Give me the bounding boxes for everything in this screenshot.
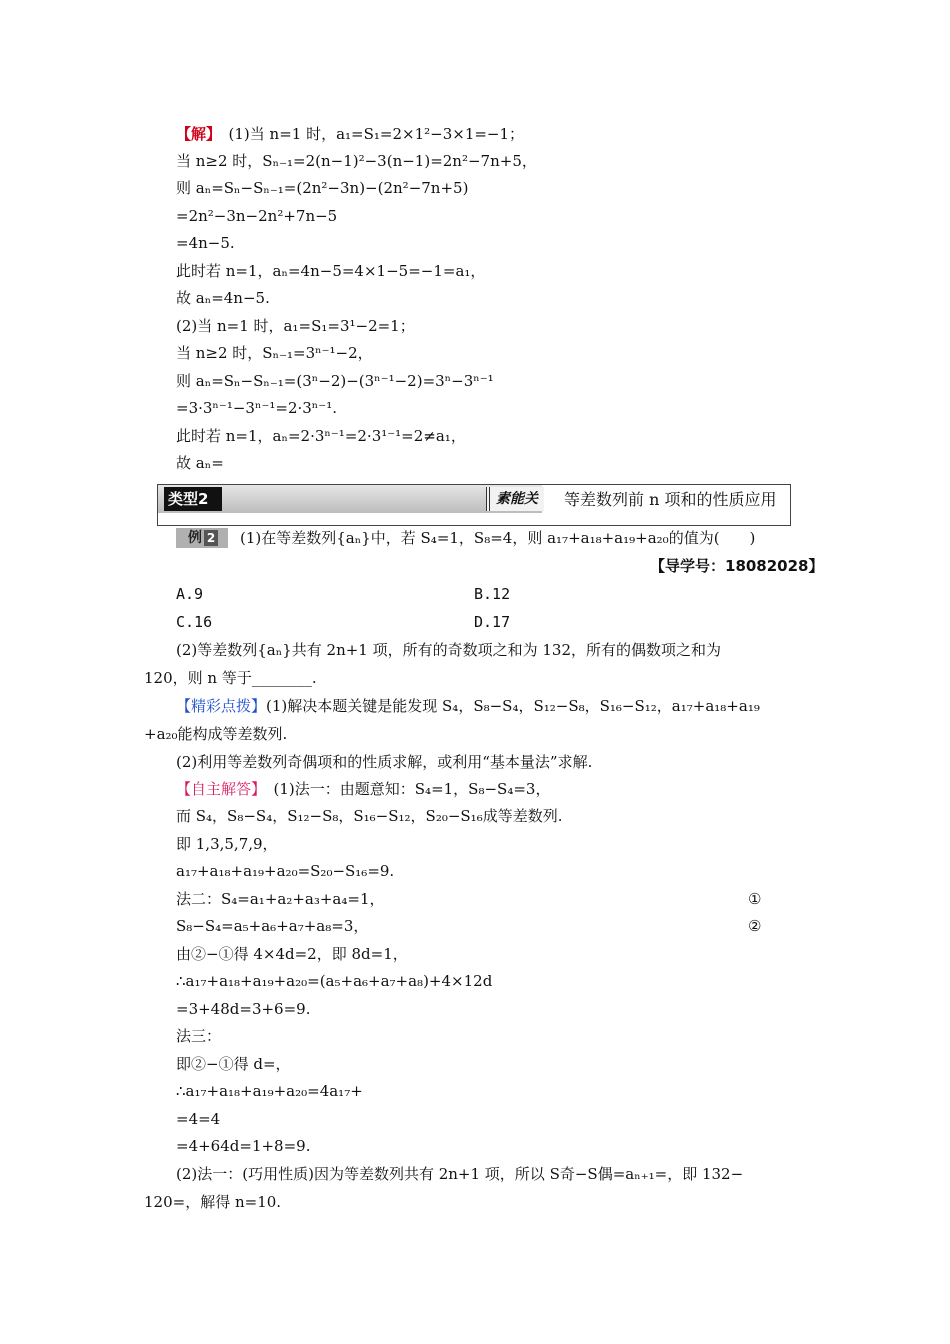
solution-line-3: 则 aₙ=Sₙ−Sₙ₋₁=(2n²−3n)−(2n²−7n+5) bbox=[176, 179, 469, 197]
guide-number: 【导学号：18082028】 bbox=[650, 557, 824, 575]
answer-line-4: a₁₇+a₁₈+a₁₉+a₂₀=S₂₀−S₁₆=9. bbox=[176, 862, 395, 880]
answer-line-8: ∴a₁₇+a₁₈+a₁₉+a₂₀=(a₅+a₆+a₇+a₈)+4×12d bbox=[176, 972, 493, 990]
solution-line-1: 【解】 (1)当 n=1 时，a₁=S₁=2×1²−3×1=−1； bbox=[176, 125, 525, 143]
equation-mark-2: ② bbox=[748, 917, 762, 935]
solution-line-9: 当 n≥2 时，Sₙ₋₁=3ⁿ⁻¹−2， bbox=[176, 344, 373, 362]
option-b: B.12 bbox=[474, 585, 511, 603]
answer-line-16: 120=，解得 n=10. bbox=[144, 1193, 282, 1211]
solution-line-12: 此时若 n=1，aₙ=2·3ⁿ⁻¹=2·3¹⁻¹=2≠a₁， bbox=[176, 427, 466, 445]
insight-line-2: +a₂₀能构成等差数列. bbox=[144, 725, 288, 743]
answer-line-6: S₈−S₄=a₅+a₆+a₇+a₈=3， bbox=[176, 917, 369, 935]
answer-line-5: 法二：S₄=a₁+a₂+a₃+a₄=1， bbox=[176, 890, 385, 908]
answer-line-15: (2)法一：(巧用性质)因为等差数列共有 2n+1 项，所以 S奇−S偶=aₙ₊₁=，即 132− bbox=[176, 1165, 744, 1183]
type-label: 类型2 bbox=[164, 487, 222, 511]
answer-line-1: 【自主解答】 (1)法一：由题意知：S₄=1，S₈−S₄=3， bbox=[176, 780, 551, 798]
answer-line-3: 即 1,3,5,7,9， bbox=[176, 835, 278, 853]
insight-line-1: 【精彩点拨】(1)解决本题关键是能发现 S₄，S₈−S₄，S₁₂−S₈，S₁₆−S₁₂，a₁₇+a₁₈+a₁₉ bbox=[176, 697, 760, 715]
answer-line-11: 即②−①得 d=， bbox=[176, 1055, 291, 1073]
answer-line-2: 而 S₄，S₈−S₄，S₁₂−S₈，S₁₆−S₁₂，S₂₀−S₁₆成等差数列. bbox=[176, 807, 563, 825]
insight-tag: 【精彩点拨】 bbox=[176, 697, 267, 715]
solution-line-11: =3·3ⁿ⁻¹−3ⁿ⁻¹=2·3ⁿ⁻¹. bbox=[176, 399, 337, 417]
answer-line-7: 由②−①得 4×4d=2，即 8d=1， bbox=[176, 945, 408, 963]
skill-label: 素能关 bbox=[486, 487, 544, 511]
section-title: 等差数列前 n 项和的性质应用 bbox=[564, 490, 777, 509]
solution-tag: 【解】 bbox=[176, 125, 214, 143]
question-2a: (2)等差数列{aₙ}共有 2n+1 项，所有的奇数项之和为 132，所有的偶数项之和为 bbox=[176, 641, 722, 659]
answer-tag: 【自主解答】 bbox=[176, 780, 259, 798]
solution-line-5: =4n−5. bbox=[176, 234, 235, 252]
solution-line-2: 当 n≥2 时，Sₙ₋₁=2(n−1)²−3(n−1)=2n²−7n+5， bbox=[176, 152, 537, 170]
answer-line-10: 法三： bbox=[176, 1027, 222, 1045]
option-c: C.16 bbox=[176, 613, 213, 631]
option-d: D.17 bbox=[474, 613, 511, 631]
solution-line-6: 此时若 n=1，aₙ=4n−5=4×1−5=−1=a₁， bbox=[176, 262, 486, 280]
solution-line-10: 则 aₙ=Sₙ−Sₙ₋₁=(3ⁿ−2)−(3ⁿ⁻¹−2)=3ⁿ−3ⁿ⁻¹ bbox=[176, 372, 494, 390]
solution-line-7: 故 aₙ=4n−5. bbox=[176, 289, 270, 307]
solution-line-8: (2)当 n=1 时，a₁=S₁=3¹−2=1； bbox=[176, 317, 415, 335]
answer-line-12: ∴a₁₇+a₁₈+a₁₉+a₂₀=4a₁₇+ bbox=[176, 1082, 363, 1100]
example-badge: 例 2 bbox=[176, 528, 228, 548]
equation-mark-1: ① bbox=[748, 890, 762, 908]
section-header bbox=[157, 484, 791, 526]
insight-line-3: (2)利用等差数列奇偶项和的性质求解，或利用“基本量法”求解. bbox=[176, 753, 593, 771]
solution-line-4: =2n²−3n−2n²+7n−5 bbox=[176, 207, 338, 225]
section-header-shade bbox=[158, 485, 542, 513]
example-number: 2 bbox=[204, 530, 218, 546]
answer-line-13: =4=4 bbox=[176, 1110, 221, 1128]
option-a: A.9 bbox=[176, 585, 204, 603]
answer-line-14: =4+64d=1+8=9. bbox=[176, 1137, 311, 1155]
answer-line-9: =3+48d=3+6=9. bbox=[176, 1000, 311, 1018]
solution-line-13: 故 aₙ= bbox=[176, 454, 224, 472]
question-1: (1)在等差数列{aₙ}中，若 S₄=1，S₈=4，则 a₁₇+a₁₈+a₁₉+a₂₀的值为( ) bbox=[240, 529, 756, 547]
question-2b: 120，则 n 等于________. bbox=[144, 669, 317, 687]
